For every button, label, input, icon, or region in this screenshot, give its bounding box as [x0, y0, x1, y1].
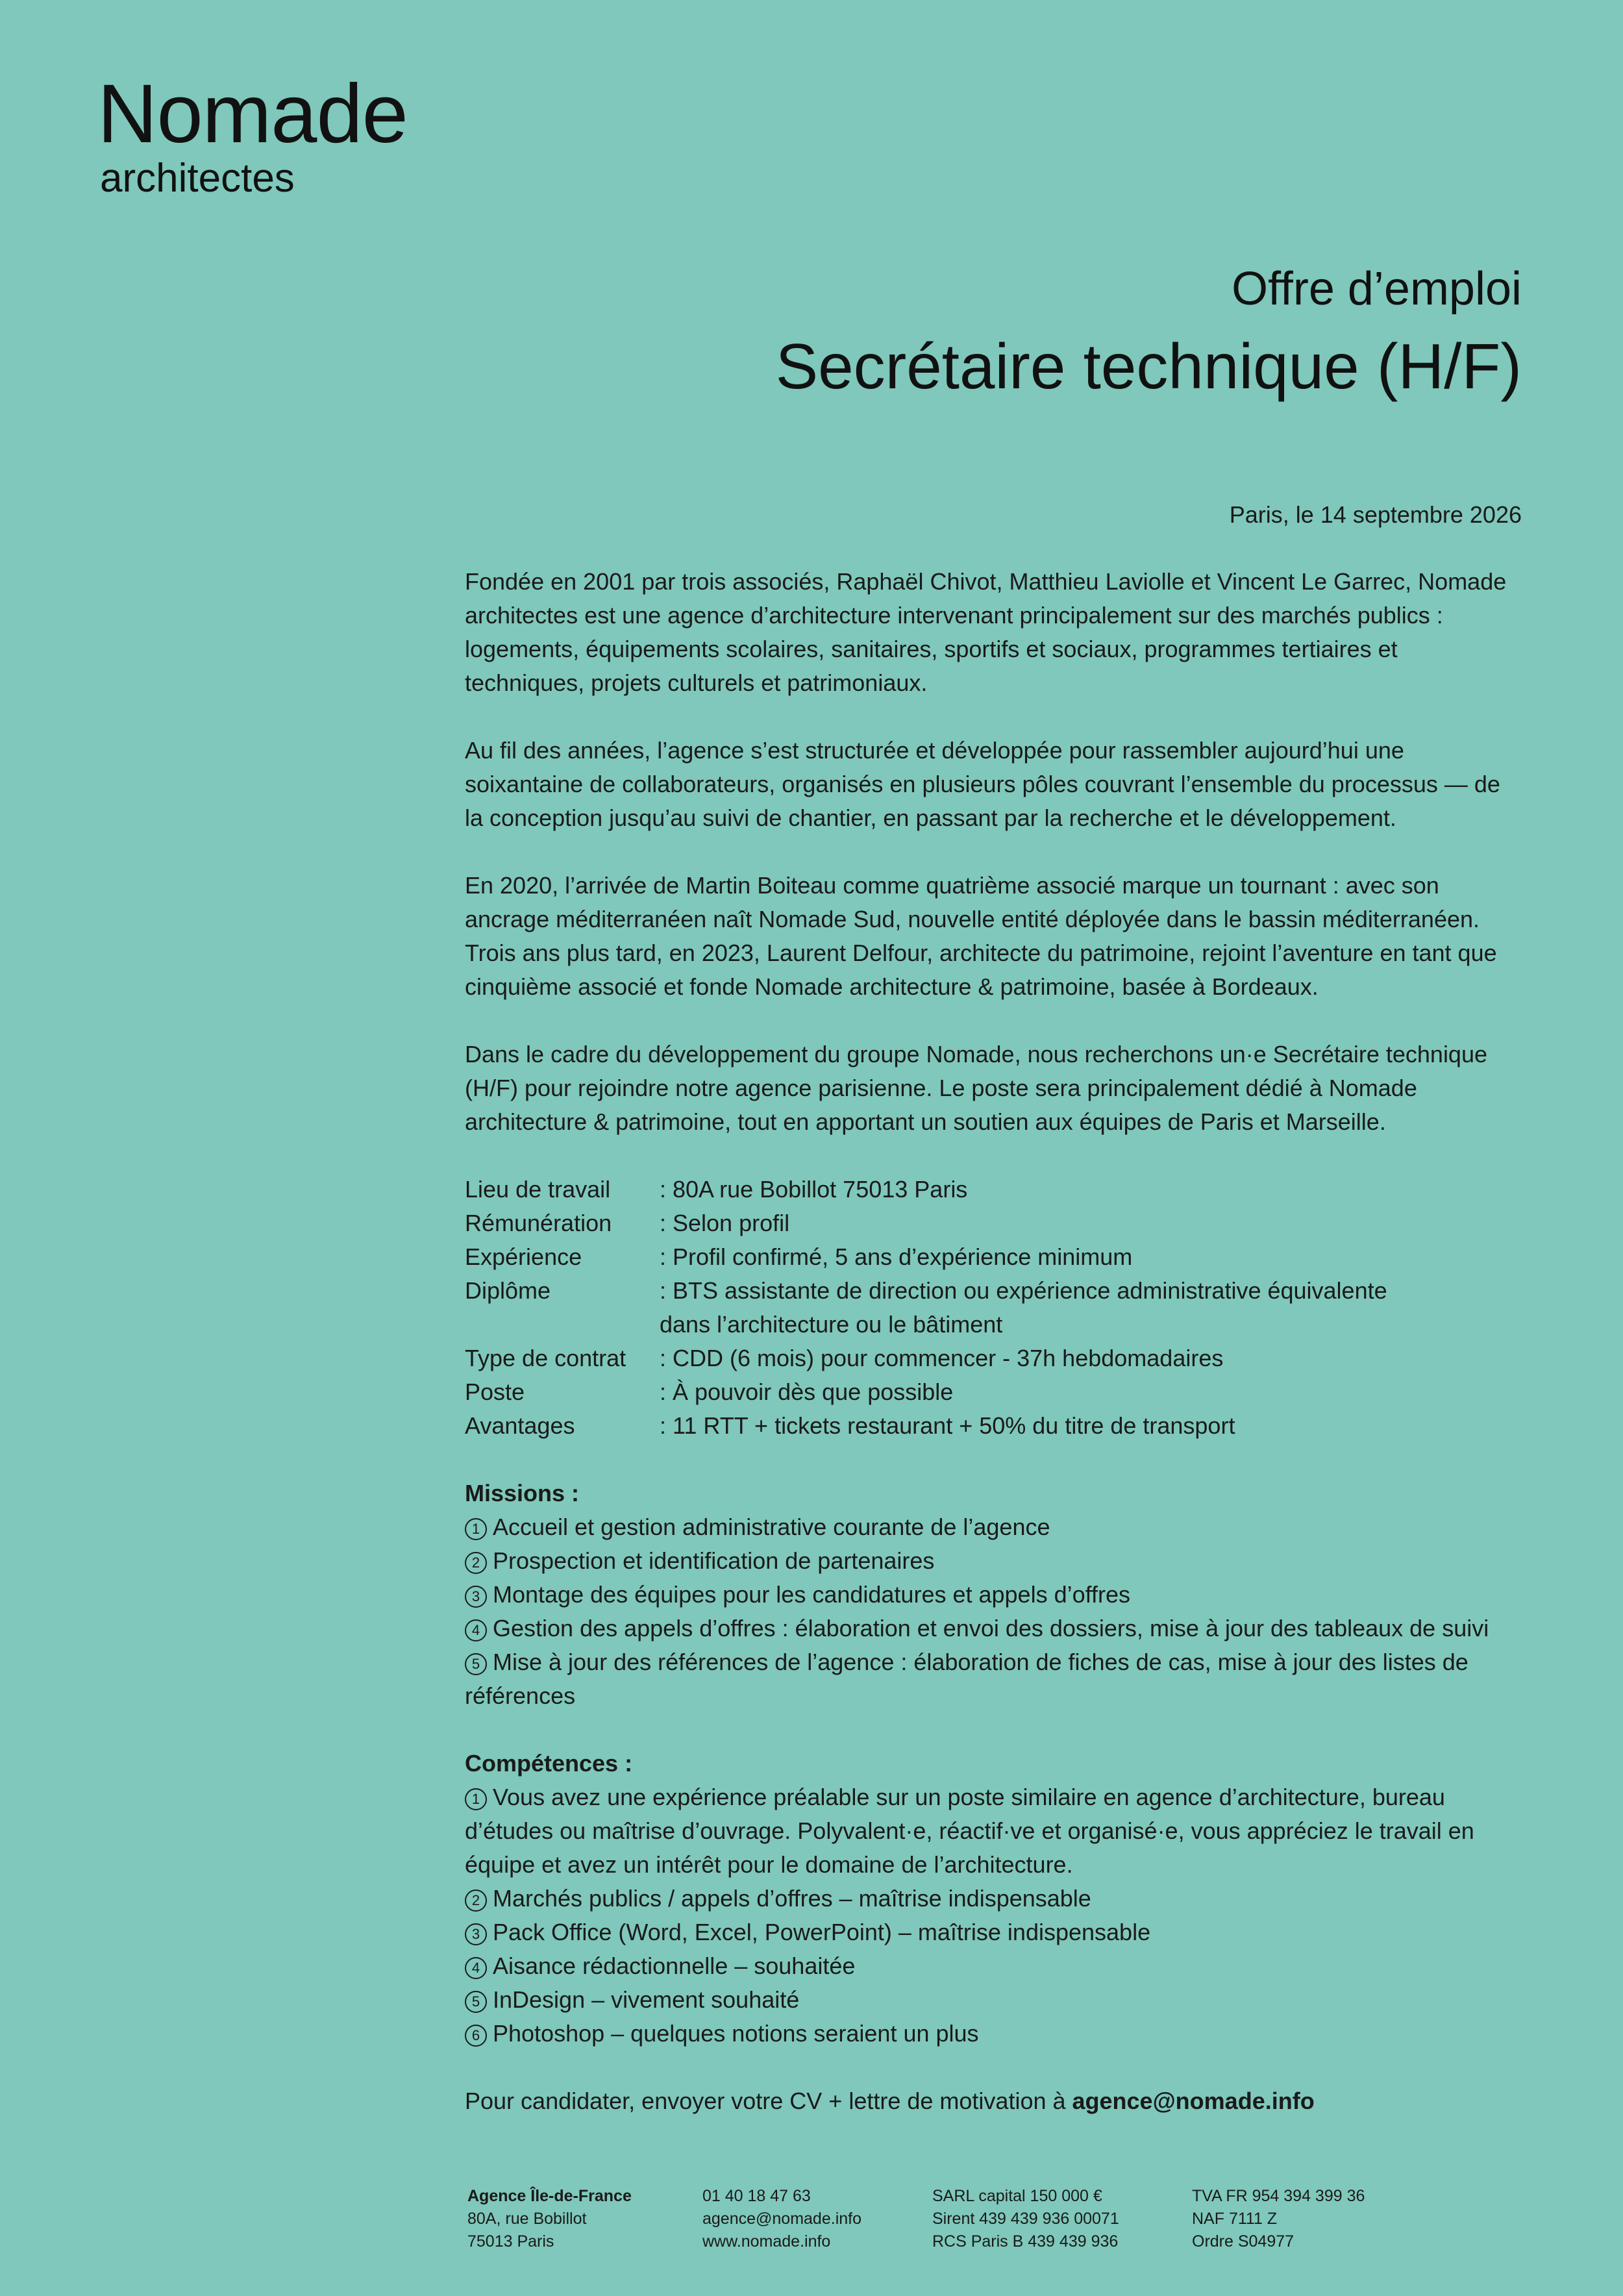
info-row — [465, 1240, 1523, 1274]
info-label: Type de contrat — [465, 1345, 626, 1371]
info-label: Poste — [465, 1379, 525, 1405]
competences-section — [465, 1747, 1523, 2051]
footer — [467, 2185, 1400, 2253]
footer-website-link[interactable]: www.nomade.info — [702, 2232, 831, 2251]
info-label: Lieu de travail — [465, 1176, 611, 1203]
logo-subtitle: architectes — [100, 156, 295, 201]
info-label: Expérience — [465, 1243, 582, 1270]
circled-number-icon: 6 — [465, 2025, 487, 2047]
circled-number-icon: 3 — [465, 1923, 487, 1945]
info-row — [465, 1206, 1523, 1240]
mission-text: Accueil et gestion administrative courante de l’agence — [493, 1514, 1050, 1540]
job-title: Secrétaire technique (H/F) — [775, 331, 1522, 402]
info-value: : 80A rue Bobillot 75013 Paris — [660, 1176, 968, 1203]
info-row — [465, 1341, 1523, 1375]
info-label: Avantages — [465, 1412, 575, 1439]
apply-email-link[interactable]: agence@nomade.info — [1072, 2088, 1315, 2114]
logo-name: Nomade — [97, 68, 408, 160]
footer-street: 80A, rue Bobillot — [467, 2210, 587, 2228]
circled-number-icon: 1 — [465, 1518, 487, 1540]
competence-item — [465, 1780, 1523, 1882]
competence-item — [465, 1949, 1523, 1983]
mission-item — [465, 1510, 1523, 1544]
competence-item — [465, 2017, 1523, 2051]
competence-text: Photoshop – quelques notions seraient un plus — [493, 2020, 979, 2047]
competence-text: Aisance rédactionnelle – souhaitée — [493, 1953, 856, 1979]
footer-agency-name: Agence Île-de-France — [467, 2187, 632, 2205]
circled-number-icon: 5 — [465, 1991, 487, 2013]
footer-capital: SARL capital 150 000 € — [932, 2187, 1102, 2205]
info-row — [465, 1274, 1523, 1341]
mission-text: Mise à jour des références de l’agence : élaboration de fiches de cas, mise à jour des listes de références — [465, 1649, 1468, 1709]
info-value: : 11 RTT + tickets restaurant + 50% du titre de transport — [660, 1412, 1235, 1439]
company-logo — [97, 68, 408, 201]
document-date: Paris, le 14 septembre 2026 — [1229, 501, 1522, 528]
footer-siret: Sirent 439 439 936 00071 — [932, 2210, 1119, 2228]
info-label: Rémunération — [465, 1210, 612, 1236]
competence-item — [465, 1915, 1523, 1949]
circled-number-icon: 5 — [465, 1653, 487, 1675]
document-body — [465, 565, 1523, 2118]
circled-number-icon: 4 — [465, 1957, 487, 1979]
footer-registration — [1192, 2185, 1400, 2253]
missions-heading: Missions : — [465, 1480, 580, 1506]
footer-address — [467, 2185, 702, 2253]
info-row — [465, 1375, 1523, 1409]
competence-item — [465, 1882, 1523, 1915]
missions-section — [465, 1477, 1523, 1713]
competence-text: Vous avez une expérience préalable sur un poste similaire en agence d’architecture, bureau d’études ou maîtrise d’ouvrage. Polyvalent·e, réactif·ve et organisé·e, vous appréciez le travail en équipe et avez un intérêt pour le domaine de l’architecture. — [465, 1784, 1474, 1878]
footer-city: 75013 Paris — [467, 2232, 554, 2251]
document-kicker: Offre d’emploi — [1232, 263, 1522, 315]
circled-number-icon: 3 — [465, 1586, 487, 1608]
footer-email-link[interactable]: agence@nomade.info — [702, 2210, 861, 2228]
footer-legal — [932, 2185, 1192, 2253]
apply-text: Pour candidater, envoyer votre CV + lettre de motivation à — [465, 2088, 1072, 2114]
competence-text: InDesign – vivement souhaité — [493, 1986, 800, 2013]
competence-item — [465, 1983, 1523, 2017]
info-value: : À pouvoir dès que possible — [660, 1379, 954, 1405]
competence-text: Marchés publics / appels d’offres – maîtrise indispensable — [493, 1885, 1091, 1912]
intro-paragraph: Fondée en 2001 par trois associés, Raphaël Chivot, Matthieu Laviolle et Vincent Le Garrec, Nomade architectes est une agence d’architecture intervenant principalement sur des marchés publics : logements, équipements scolaires, sanitaires, sportifs et sociaux, programmes tertiaires et techniques, projets culturels et patrimoniaux. — [465, 568, 1507, 696]
associates-paragraph: En 2020, l’arrivée de Martin Boiteau comme quatrième associé marque un tournant : avec son ancrage méditerranéen naît Nomade Sud, nouvelle entité déployée dans le bassin méditerranéen. Trois ans plus tard, en 2023, Laurent Delfour, architecte du patrimoine, rejoint l’aventure en tant que cinquième associé et fonde Nomade architecture & patrimoine, basée à Bordeaux. — [465, 872, 1497, 1000]
competence-text: Pack Office (Word, Excel, PowerPoint) – maîtrise indispensable — [493, 1919, 1151, 1945]
footer-vat: TVA FR 954 394 399 36 — [1192, 2187, 1365, 2205]
info-row — [465, 1409, 1523, 1443]
circled-number-icon: 2 — [465, 1552, 487, 1574]
document-header — [776, 260, 1522, 405]
footer-ordre: Ordre S04977 — [1192, 2232, 1295, 2251]
mission-item — [465, 1645, 1523, 1713]
mission-item — [465, 1544, 1523, 1578]
mission-text: Prospection et identification de partenaires — [493, 1547, 935, 1574]
circled-number-icon: 4 — [465, 1619, 487, 1641]
info-value: : CDD (6 mois) pour commencer - 37h hebdomadaires — [660, 1345, 1224, 1371]
position-paragraph: Dans le cadre du développement du groupe Nomade, nous recherchons un·e Secrétaire technique (H/F) pour rejoindre notre agence parisienne. Le poste sera principalement dédié à Nomade architecture & patrimoine, tout en apportant un soutien aux équipes de Paris et Marseille. — [465, 1041, 1487, 1135]
circled-number-icon: 1 — [465, 1788, 487, 1810]
job-info-table — [465, 1173, 1523, 1443]
info-value: : Selon profil — [660, 1210, 790, 1236]
application-instructions — [465, 2084, 1523, 2118]
history-paragraph: Au fil des années, l’agence s’est structurée et développée pour rassembler aujourd’hui une soixantaine de collaborateurs, organisés en plusieurs pôles couvrant l’ensemble du processus — de la conception jusqu’au suivi de chantier, en passant par la recherche et le développement. — [465, 737, 1500, 831]
footer-rcs: RCS Paris B 439 439 936 — [932, 2232, 1119, 2251]
footer-contact — [702, 2185, 932, 2253]
footer-naf: NAF 7111 Z — [1192, 2210, 1278, 2228]
mission-item — [465, 1612, 1523, 1645]
mission-item — [465, 1578, 1523, 1612]
info-label: Diplôme — [465, 1277, 551, 1304]
info-value: : Profil confirmé, 5 ans d’expérience minimum — [660, 1243, 1133, 1270]
info-value: : BTS assistante de direction ou expérience administrative équivalente dans l’architecture ou le bâtiment — [660, 1277, 1387, 1338]
footer-phone: 01 40 18 47 63 — [702, 2187, 811, 2205]
mission-text: Montage des équipes pour les candidatures et appels d’offres — [493, 1581, 1130, 1608]
competences-heading: Compétences : — [465, 1750, 633, 1777]
mission-text: Gestion des appels d’offres : élaboration et envoi des dossiers, mise à jour des tableaux de suivi — [493, 1615, 1489, 1641]
info-row — [465, 1173, 1523, 1206]
circled-number-icon: 2 — [465, 1890, 487, 1912]
